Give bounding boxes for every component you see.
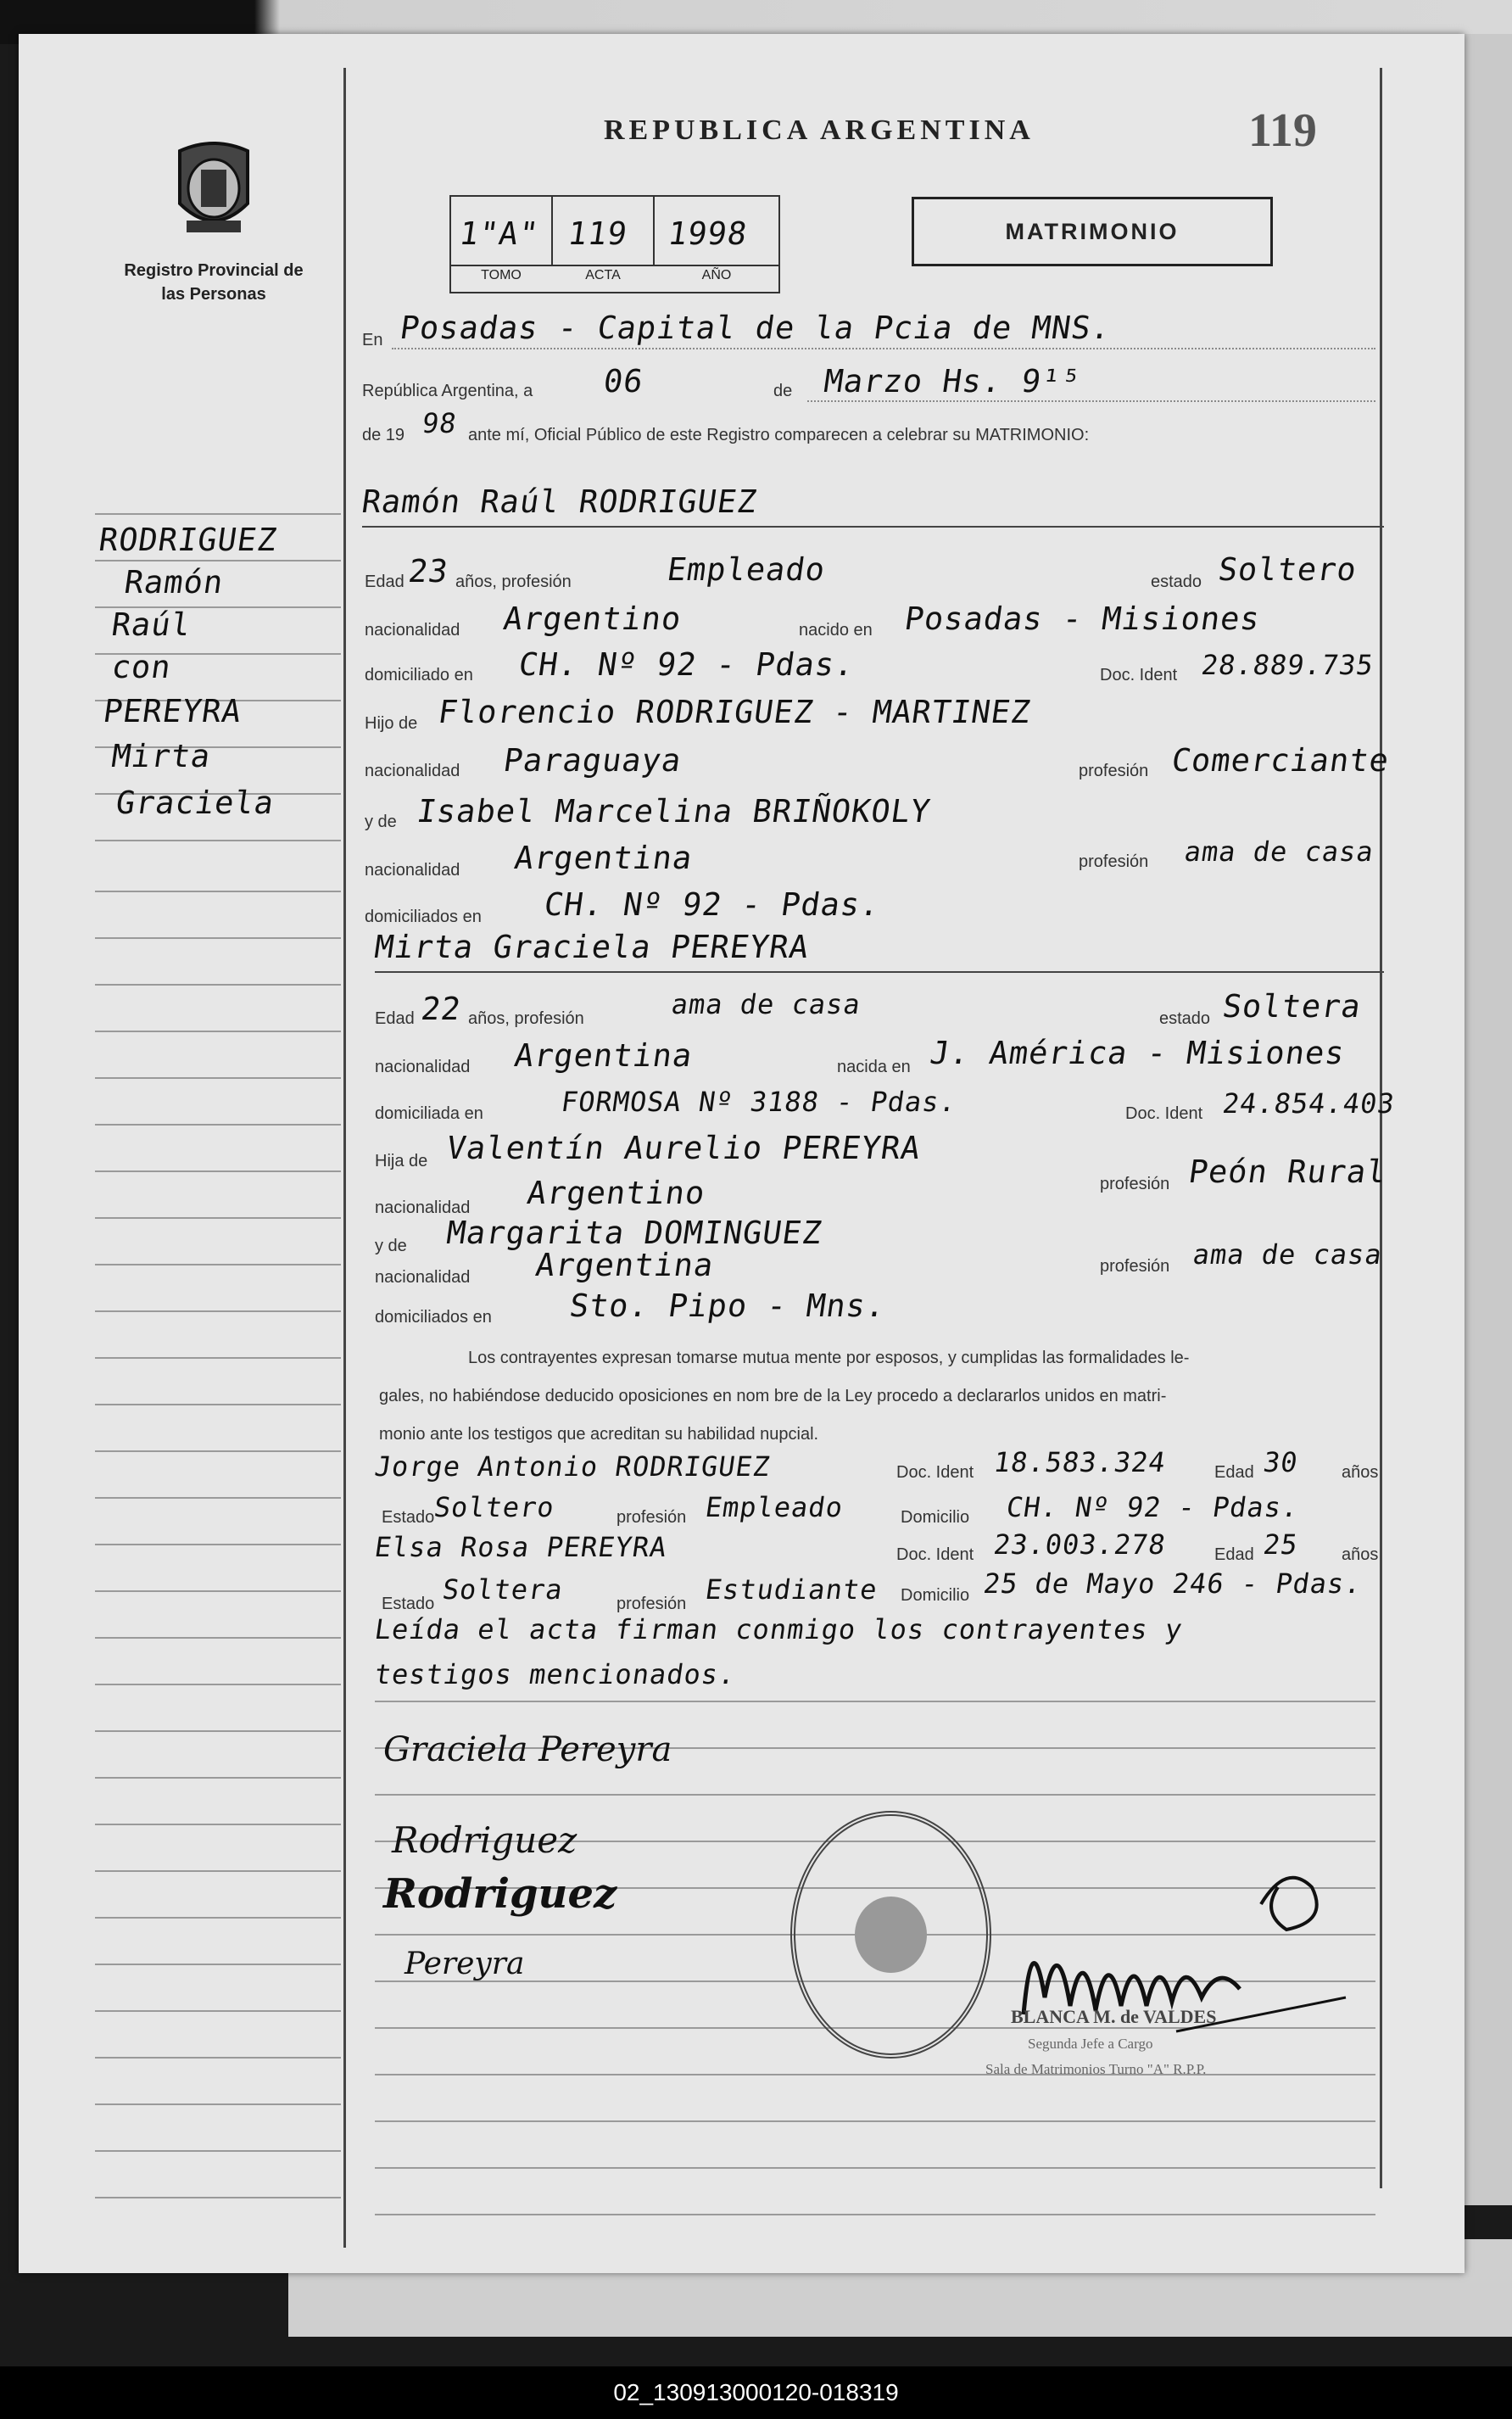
bride-nat-label: nacionalidad xyxy=(375,1058,471,1076)
witness1-age: 30 xyxy=(1261,1446,1301,1478)
margin-line-2: Ramón xyxy=(121,564,226,601)
witness2-address: 25 de Mayo 246 - Pdas. xyxy=(981,1567,1364,1600)
groom-mother-nat: Argentina xyxy=(511,840,695,876)
groom-father-nat-label: nacionalidad xyxy=(365,762,460,780)
republica-label: República Argentina, a xyxy=(362,382,533,400)
groom-mother-label: y de xyxy=(365,813,397,831)
margin-line-1: RODRIGUEZ xyxy=(96,522,280,558)
witness1-domicilio-label: Domicilio xyxy=(901,1508,970,1527)
declaration-line-3: monio ante los testigos que acreditan su habilidad nupcial. xyxy=(379,1425,819,1444)
witness1-name: Jorge Antonio RODRIGUEZ xyxy=(372,1450,773,1483)
margin-line-7: Graciela xyxy=(113,785,277,821)
bride-mother-nat: Argentina xyxy=(533,1247,717,1283)
groom-name: Ramón Raúl RODRIGUEZ xyxy=(359,483,760,520)
bride-father-prof: Peón Rural xyxy=(1186,1154,1389,1190)
acta-label: ACTA xyxy=(585,268,621,282)
witness2-doc: 23.003.278 xyxy=(991,1528,1169,1561)
margin-vertical-rule xyxy=(343,68,346,2248)
groom-doc-label: Doc. Ident xyxy=(1100,666,1178,684)
bride-nationality: Argentina xyxy=(511,1037,695,1074)
groom-profesion-label: años, profesión xyxy=(455,573,572,591)
groom-doc: 28.889.735 xyxy=(1199,649,1376,681)
witness2-name: Elsa Rosa PEREYRA xyxy=(372,1531,670,1563)
groom-mother-nat-label: nacionalidad xyxy=(365,861,460,880)
groom-profession: Empleado xyxy=(664,551,829,588)
registry-name: Registro Provincial de las Personas xyxy=(124,261,304,304)
groom-parents-dom-label: domiciliados en xyxy=(365,908,482,926)
signature-witness-2: Pereyra xyxy=(405,1947,525,1981)
acta-value: 119 xyxy=(565,215,630,252)
right-vertical-rule xyxy=(1380,68,1382,2188)
signature-groom: Rodriguez xyxy=(392,1819,577,1861)
document-page xyxy=(19,34,1465,2273)
witness1-doc: 18.583.324 xyxy=(991,1446,1169,1478)
en-label: En xyxy=(362,331,383,349)
margin-line-5: PEREYRA xyxy=(100,693,244,729)
witness2-anos-label: años xyxy=(1342,1545,1379,1564)
groom-father-nat: Paraguaya xyxy=(500,742,684,779)
witness2-domicilio-label: Domicilio xyxy=(901,1586,970,1605)
witness1-anos-label: años xyxy=(1342,1463,1379,1482)
witness2-profession: Estudiante xyxy=(703,1573,880,1606)
witness2-profesion-label: profesión xyxy=(617,1595,687,1613)
bride-father-nat-label: nacionalidad xyxy=(375,1198,471,1217)
groom-nationality: Argentino xyxy=(500,601,684,637)
margin-line-4: con xyxy=(109,649,174,685)
groom-nat-label: nacionalidad xyxy=(365,621,460,640)
witness1-estado: Soltero xyxy=(432,1491,557,1523)
bride-father-prof-label: profesión xyxy=(1100,1175,1170,1193)
bride-parents-dom: Sto. Pipo - Mns. xyxy=(566,1288,889,1324)
bride-mother-prof: ama de casa xyxy=(1191,1238,1385,1271)
bride-name: Mirta Graciela PEREYRA xyxy=(371,929,812,965)
bride-profesion-label: años, profesión xyxy=(468,1009,584,1028)
witness2-doc-label: Doc. Ident xyxy=(896,1545,974,1564)
bride-edad-label: Edad xyxy=(375,1009,415,1028)
officer-title: Segunda Jefe a Cargo xyxy=(1028,2036,1153,2052)
witness1-estado-label: Estado xyxy=(382,1508,435,1527)
bride-estado: Soltera xyxy=(1219,988,1364,1025)
bride-mother-label: y de xyxy=(375,1237,407,1255)
year-suffix: 98 xyxy=(420,407,460,439)
witness2-edad-label: Edad xyxy=(1214,1545,1254,1564)
bride-father-label: Hija de xyxy=(375,1152,428,1170)
witness1-address: CH. Nº 92 - Pdas. xyxy=(1004,1491,1302,1523)
bride-age: 22 xyxy=(418,991,464,1027)
bride-parents-dom-label: domiciliados en xyxy=(375,1308,492,1327)
bride-domicilio-label: domiciliada en xyxy=(375,1104,483,1123)
record-number-box xyxy=(449,195,780,293)
groom-estado: Soltero xyxy=(1215,551,1359,588)
ano-label: AÑO xyxy=(701,268,732,282)
groom-address: CH. Nº 92 - Pdas. xyxy=(516,646,857,683)
bride-father: Valentín Aurelio PEREYRA xyxy=(444,1130,923,1166)
officer-department: Sala de Matrimonios Turno "A" R.P.P. xyxy=(985,2061,1207,2077)
bride-doc-label: Doc. Ident xyxy=(1125,1104,1203,1123)
scan-background-right xyxy=(1459,34,1512,2205)
appearance-statement: ante mí, Oficial Público de este Registro comparecen a celebrar su MATRIMONIO: xyxy=(468,426,1090,444)
groom-father: Florencio RODRIGUEZ - MARTINEZ xyxy=(435,694,1034,730)
official-seal xyxy=(790,1811,991,2059)
marriage-place: Posadas - Capital de la Pcia de MNS. xyxy=(397,310,1113,346)
signature-bride: Graciela Pereyra xyxy=(383,1730,672,1769)
bride-mother-nat-label: nacionalidad xyxy=(375,1268,471,1287)
groom-birthplace: Posadas - Misiones xyxy=(901,601,1263,637)
groom-estado-label: estado xyxy=(1151,573,1202,591)
closing-line-1: Leída el acta firman conmigo los contrayentes y xyxy=(372,1613,1186,1645)
bride-doc: 24.854.403 xyxy=(1220,1087,1398,1120)
margin-line-6: Mirta xyxy=(109,738,214,774)
tomo-label: TOMO xyxy=(481,268,522,282)
witness2-age: 25 xyxy=(1261,1528,1301,1561)
groom-edad-label: Edad xyxy=(365,573,405,591)
bride-father-nat: Argentino xyxy=(524,1175,708,1211)
bride-birthplace: J. América - Misiones xyxy=(927,1035,1347,1071)
de-label: de xyxy=(773,382,793,400)
bride-mother: Margarita DOMINGUEZ xyxy=(444,1215,825,1251)
groom-father-prof-label: profesión xyxy=(1079,762,1149,780)
groom-domicilio-label: domiciliado en xyxy=(365,666,473,684)
image-caption: 02_130913000120-018319 xyxy=(0,2366,1512,2419)
country-heading: REPUBLICA ARGENTINA xyxy=(604,115,1035,146)
year-prefix: de 19 xyxy=(362,426,405,444)
bride-mother-prof-label: profesión xyxy=(1100,1257,1170,1276)
witness1-profesion-label: profesión xyxy=(617,1508,687,1527)
declaration-line-1: Los contrayentes expresan tomarse mutua mente por esposos, y cumplidas las formalidades le- xyxy=(468,1349,1190,1367)
groom-parents-dom: CH. Nº 92 - Pdas. xyxy=(541,886,883,923)
witness1-doc-label: Doc. Ident xyxy=(896,1463,974,1482)
document-type-box: MATRIMONIO xyxy=(912,197,1273,266)
groom-father-label: Hijo de xyxy=(365,714,418,733)
marriage-day: 06 xyxy=(600,363,646,399)
bride-estado-label: estado xyxy=(1159,1009,1211,1028)
closing-line-2: testigos mencionados. xyxy=(372,1658,739,1690)
bride-nacida-label: nacida en xyxy=(837,1058,911,1076)
marriage-month-time: Marzo Hs. 9¹⁵ xyxy=(821,363,1084,399)
ano-value: 1998 xyxy=(665,215,750,252)
groom-mother-prof: ama de casa xyxy=(1182,835,1376,868)
witness1-profession: Empleado xyxy=(703,1491,845,1523)
witness2-estado-label: Estado xyxy=(382,1595,435,1613)
page-number: 119 xyxy=(1248,104,1317,157)
tomo-value: 1"A" xyxy=(456,215,542,252)
groom-age: 23 xyxy=(405,553,451,589)
witness2-estado: Soltera xyxy=(440,1573,566,1606)
officer-name: BLANCA M. de VALDES xyxy=(1011,2006,1217,2027)
bride-profession: ama de casa xyxy=(669,988,863,1020)
groom-mother-prof-label: profesión xyxy=(1079,852,1149,871)
registry-emblem xyxy=(163,136,265,244)
witness1-edad-label: Edad xyxy=(1214,1463,1254,1482)
bride-address: FORMOSA Nº 3188 - Pdas. xyxy=(559,1086,959,1118)
declaration-line-2: gales, no habiéndose deducido oposiciones en nom bre de la Ley procedo a declararlos unidos en matri- xyxy=(379,1387,1167,1405)
groom-nacido-label: nacido en xyxy=(799,621,873,640)
signature-witness-1: Rodriguez xyxy=(383,1870,617,1918)
groom-mother: Isabel Marcelina BRIÑOKOLY xyxy=(414,793,934,830)
groom-father-prof: Comerciante xyxy=(1169,742,1392,779)
margin-line-3: Raúl xyxy=(109,606,194,643)
